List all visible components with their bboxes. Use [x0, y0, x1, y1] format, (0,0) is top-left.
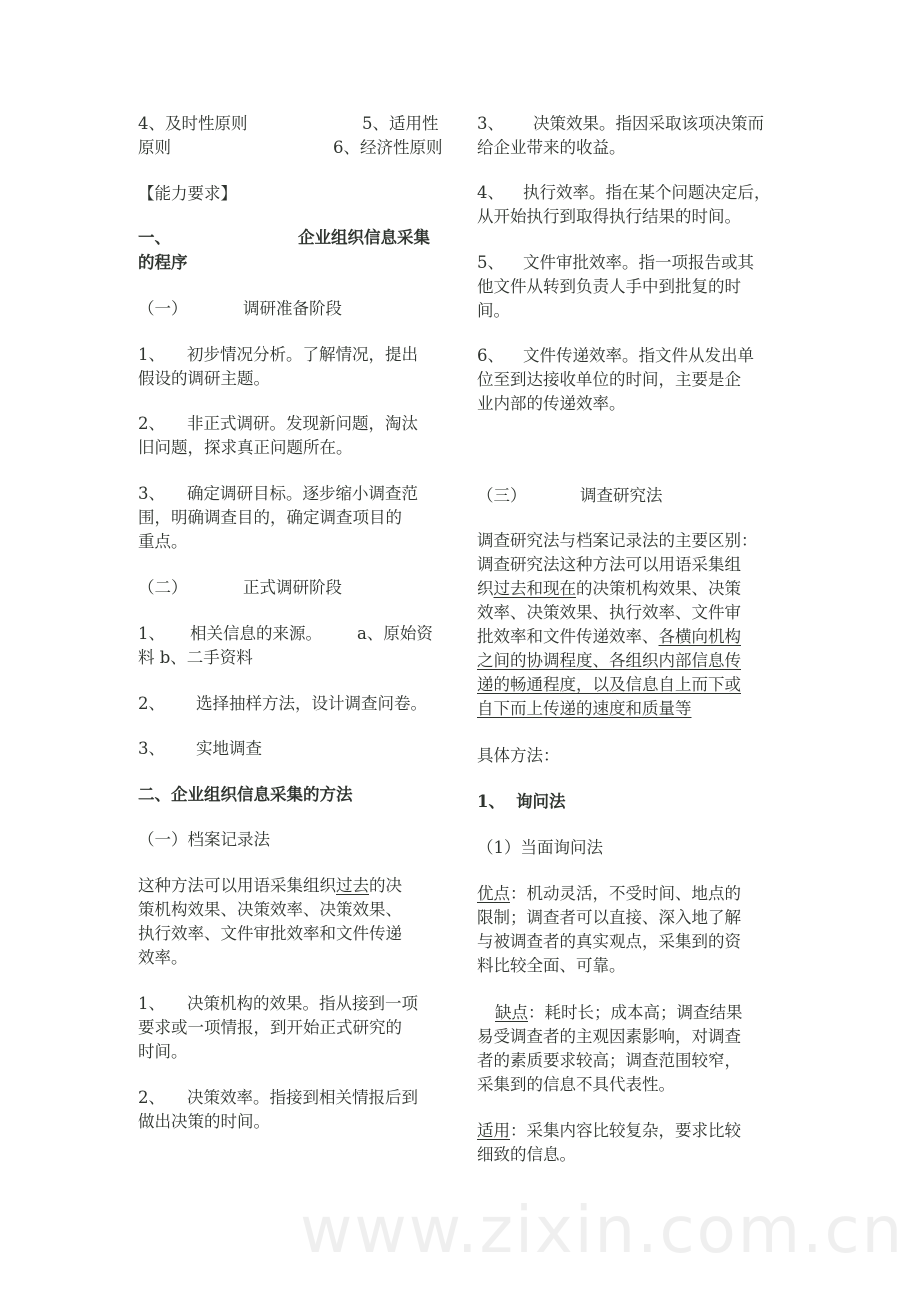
text-run [138, 530, 188, 554]
text-segment: 6、 [477, 346, 504, 365]
text-segment: ：机动灵活，不受时间、地点的 [510, 884, 741, 903]
text-segment: 实地调查 [196, 739, 262, 758]
text-run [477, 625, 741, 649]
text-segment: 决策效果。指因采取该项决策而 [533, 114, 764, 133]
text-line [138, 783, 458, 807]
text-segment: 原则 [138, 138, 171, 157]
text-line [477, 1025, 797, 1049]
text-segment: 假设的调研主题。 [138, 369, 270, 388]
text-run [477, 1119, 741, 1143]
underlined-text: 优点 [477, 884, 510, 903]
text-line [477, 649, 797, 673]
text-segment: 询问法 [516, 792, 566, 811]
text-segment: 1、 [138, 994, 165, 1013]
text-segment: 做出决策的时间。 [138, 1112, 270, 1131]
text-run [138, 922, 402, 946]
text-run [477, 136, 626, 160]
text-run [477, 368, 741, 392]
underlined-text: 过去和现在 [493, 579, 576, 598]
text-segment: 正式调研阶段 [243, 578, 342, 597]
text-run [138, 946, 188, 970]
text-line [138, 922, 458, 946]
text-line [477, 251, 797, 275]
text-run [477, 649, 741, 673]
text-segment: 采集到的信息不具代表性。 [477, 1075, 675, 1094]
text-segment: 从开始执行到取得执行结果的时间。 [477, 207, 741, 226]
text-segment: 与被调查者的真实观点，采集到的资 [477, 932, 741, 951]
text-run [138, 506, 402, 530]
text-line [477, 625, 797, 649]
text-segment: 3、 [138, 739, 165, 758]
text-segment: （二） [138, 578, 188, 597]
text-segment: 一、 [138, 228, 171, 247]
text-run [477, 529, 758, 553]
text-segment: 6、经济性原则 [333, 138, 443, 157]
text-segment: 细致的信息。 [477, 1145, 576, 1164]
text-line [477, 744, 797, 768]
text-line [138, 898, 458, 922]
text-run [477, 392, 626, 416]
text-line [477, 299, 797, 323]
text-line [138, 1086, 458, 1110]
text-line [138, 646, 458, 670]
text-line [477, 790, 797, 814]
text-line [477, 368, 797, 392]
text-run [495, 1001, 743, 1025]
text-segment: ：采集内容比较复杂，要求比较 [510, 1121, 741, 1140]
text-line [477, 930, 797, 954]
text-run [477, 836, 603, 860]
text-run [477, 1143, 576, 1167]
text-line [138, 412, 458, 436]
text-segment: 料 b、二手资料 [138, 648, 253, 667]
text-run [138, 1110, 270, 1134]
underlined-text: 自下而上传递的速度和质量等 [477, 699, 692, 718]
text-line [477, 181, 797, 205]
text-line [138, 251, 458, 275]
text-segment: 业内部的传递效率。 [477, 394, 626, 413]
text-segment: 易受调查者的主观因素影响，对调查 [477, 1027, 741, 1046]
text-run [477, 1049, 741, 1073]
text-segment: 效率、决策效果、执行效率、文件审 [477, 603, 741, 622]
text-line [138, 622, 458, 646]
text-segment: （1）当面询问法 [477, 838, 603, 857]
text-run [138, 1016, 402, 1040]
text-segment: 位至到达接收单位的时间，主要是企 [477, 370, 741, 389]
text-segment: （三） [477, 486, 527, 505]
text-line [138, 297, 458, 321]
text-segment: 限制；调查者可以直接、深入地了解 [477, 908, 741, 927]
text-segment: 他文件从转到负责人手中到批复的时 [477, 277, 741, 296]
text-run [477, 954, 626, 978]
text-line [138, 367, 458, 391]
text-run [477, 673, 741, 697]
text-segment: （一） [138, 299, 188, 318]
text-segment: 给企业带来的收益。 [477, 138, 626, 157]
underlined-text: 适用 [477, 1121, 510, 1140]
text-line [138, 737, 458, 761]
text-line [477, 205, 797, 229]
text-segment: 企业组织信息采集 [298, 228, 430, 247]
text-line [477, 484, 797, 508]
text-segment: 2、 [138, 694, 165, 713]
text-segment: 3、 [477, 114, 504, 133]
text-segment: 决策机构的效果。指从接到一项 [187, 994, 418, 1013]
text-run [477, 882, 741, 906]
text-segment: 时间。 [138, 1042, 188, 1061]
text-line [477, 553, 797, 577]
text-run [477, 577, 741, 601]
text-segment: 选择抽样方法，设计调查问卷。 [196, 694, 427, 713]
text-run [477, 1025, 741, 1049]
text-line [477, 601, 797, 625]
text-segment: 二、企业组织信息采集的方法 [138, 785, 353, 804]
text-run [477, 1073, 675, 1097]
text-segment: 2、 [138, 1088, 165, 1107]
text-line [477, 1143, 797, 1167]
text-segment: 确定调研目标。逐步缩小调查范 [187, 484, 418, 503]
text-segment: 围，明确调查目的，确定调查项目的 [138, 508, 402, 527]
text-line [477, 112, 797, 136]
text-run [477, 930, 741, 954]
text-line [138, 226, 458, 250]
text-line [138, 1016, 458, 1040]
text-segment: 的决策机构效果、决策 [576, 579, 741, 598]
text-segment: 旧问题，探求真正问题所在。 [138, 438, 353, 457]
text-segment: 文件审批效率。指一项报告或其 [523, 253, 754, 272]
text-segment: 批效率和文件传递效率、 [477, 627, 659, 646]
text-run [477, 744, 560, 768]
text-segment: 5、 [477, 253, 504, 272]
text-line [477, 577, 797, 601]
text-line [138, 343, 458, 367]
text-run [138, 436, 353, 460]
text-segment: （一）档案记录法 [138, 830, 270, 849]
text-line [138, 874, 458, 898]
text-run [138, 1040, 188, 1064]
text-line [138, 1040, 458, 1064]
text-segment: 效率。 [138, 948, 188, 967]
text-segment: 策机构效果、决策效率、决策效果、 [138, 900, 402, 919]
text-run [477, 553, 741, 577]
text-line [477, 1001, 797, 1025]
text-line [477, 392, 797, 416]
text-segment: 4、 [477, 183, 504, 202]
text-line [138, 506, 458, 530]
text-segment: ：耗时长；成本高；调查结果 [528, 1003, 743, 1022]
text-segment: a、原始资 [357, 624, 433, 643]
text-segment: 调研准备阶段 [243, 299, 342, 318]
text-line [477, 673, 797, 697]
text-line [138, 992, 458, 1016]
text-segment: 【能力要求】 [138, 184, 237, 203]
text-line [477, 882, 797, 906]
text-line [138, 182, 458, 206]
text-segment: 2、 [138, 414, 165, 433]
text-segment: 3、 [138, 484, 165, 503]
text-segment: 非正式调研。发现新问题，淘汰 [187, 414, 418, 433]
text-run [138, 182, 237, 206]
text-segment: 具体方法： [477, 746, 560, 765]
text-line [477, 136, 797, 160]
text-run [477, 601, 741, 625]
text-line [138, 112, 458, 136]
text-line [138, 946, 458, 970]
text-segment: 料比较全面、可靠。 [477, 956, 626, 975]
underlined-text: 递的畅通程度，以及信息自上而下或 [477, 675, 741, 694]
text-run [477, 299, 510, 323]
text-segment: 初步情况分析。了解情况，提出 [187, 345, 418, 364]
text-segment: 4、及时性原则 [138, 114, 248, 133]
text-line [138, 530, 458, 554]
text-line [477, 906, 797, 930]
text-run [477, 205, 741, 229]
text-segment: 织 [477, 579, 494, 598]
text-segment: 者的素质要求较高；调查范围较窄， [477, 1051, 741, 1070]
text-segment: 调查研究法与档案记录法的主要区别： [477, 531, 758, 550]
text-segment: 调查研究法 [580, 486, 663, 505]
text-line [138, 1110, 458, 1134]
text-line [477, 954, 797, 978]
text-segment: 文件传递效率。指文件从发出单 [523, 346, 754, 365]
text-line [477, 275, 797, 299]
text-segment: 的程序 [138, 253, 188, 272]
text-line [138, 828, 458, 852]
text-line [477, 836, 797, 860]
text-segment: 1、 [138, 345, 165, 364]
text-segment: 的决 [369, 876, 402, 895]
text-segment: 1、 [477, 792, 505, 811]
text-segment: 执行效率、文件审批效率和文件传递 [138, 924, 402, 943]
underlined-text: 各横向机构 [658, 627, 741, 646]
text-segment: 执行效率。指在某个问题决定后， [523, 183, 771, 202]
text-run [477, 697, 692, 721]
text-segment: 重点。 [138, 532, 188, 551]
text-run [138, 646, 253, 670]
text-segment: 调查研究法这种方法可以用语采集组 [477, 555, 741, 574]
text-line [138, 576, 458, 600]
watermark: www.zixin.com.cn [300, 1194, 905, 1268]
text-segment: 1、 [138, 624, 165, 643]
text-segment: 要求或一项情报，到开始正式研究的 [138, 1018, 402, 1037]
text-line [477, 1049, 797, 1073]
text-line [138, 136, 458, 160]
text-run [138, 828, 270, 852]
text-line [477, 697, 797, 721]
text-line [477, 1119, 797, 1143]
underlined-text: 缺点 [495, 1003, 528, 1022]
text-run [138, 898, 402, 922]
text-line [477, 1073, 797, 1097]
text-line [477, 529, 797, 553]
text-line [138, 436, 458, 460]
text-run [138, 783, 353, 807]
text-line [138, 692, 458, 716]
underlined-text: 之间的协调程度、各组织内部信息传 [477, 651, 741, 670]
underlined-text: 过去 [336, 876, 369, 895]
text-run [138, 251, 188, 275]
text-run [477, 275, 741, 299]
text-run [138, 367, 270, 391]
text-line [477, 344, 797, 368]
text-segment: 5、适用性 [362, 114, 439, 133]
text-run [477, 906, 741, 930]
text-segment: 相关信息的来源。 [190, 624, 322, 643]
text-segment: 间。 [477, 301, 510, 320]
text-segment: 这种方法可以用语采集组织 [138, 876, 336, 895]
text-run [138, 874, 402, 898]
text-segment: 决策效率。指接到相关情报后到 [187, 1088, 418, 1107]
text-line [138, 482, 458, 506]
